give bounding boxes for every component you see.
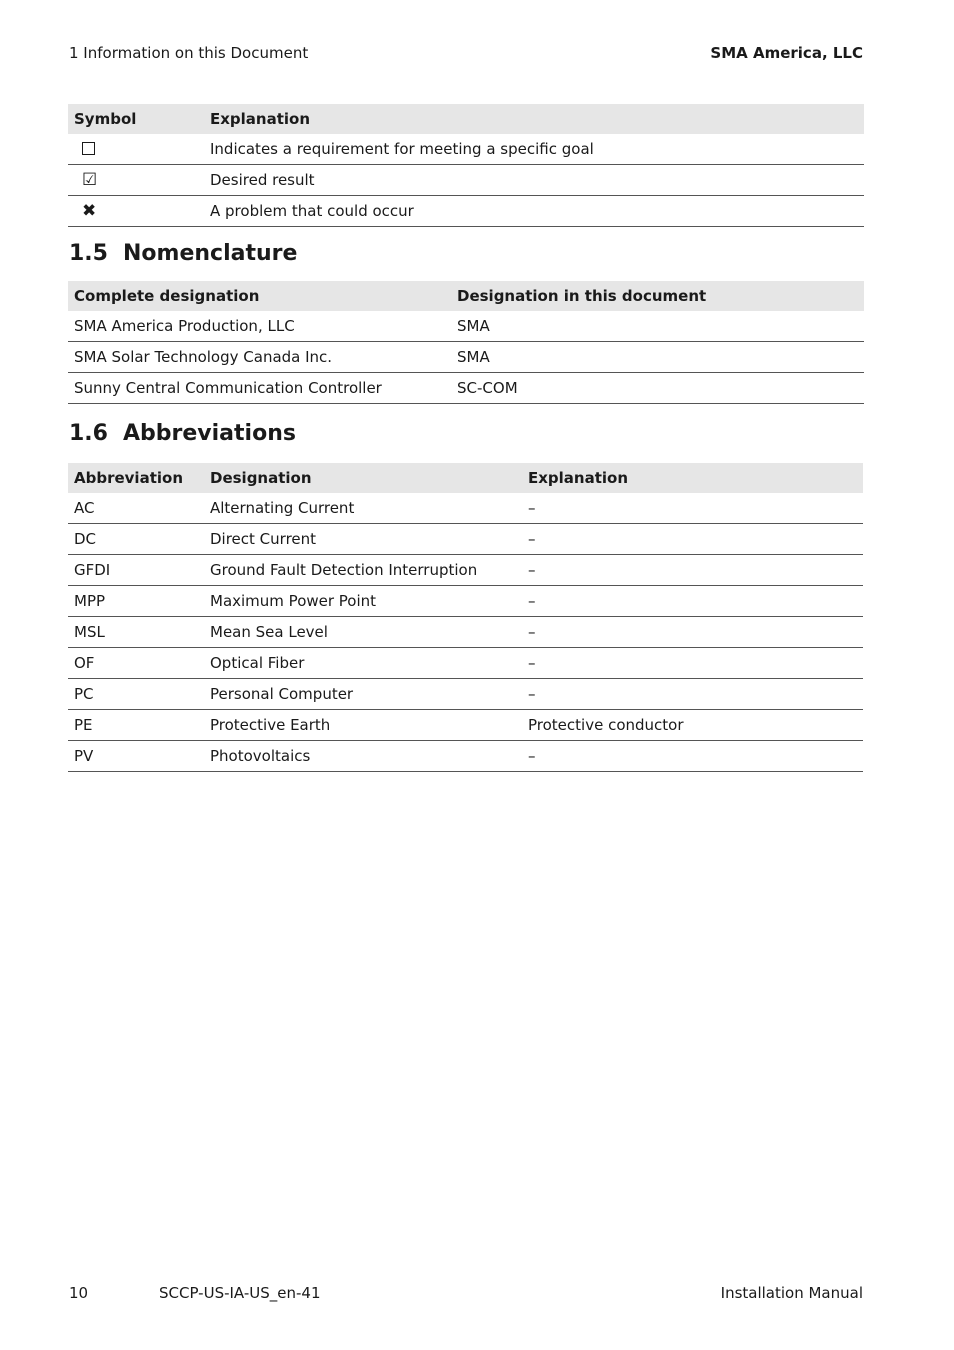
checkbox-empty-icon [82,142,95,155]
table-row [68,710,863,741]
section-title: Abbreviations [123,421,296,446]
page-number: 10 [69,1284,89,1302]
table-row [68,493,863,524]
running-header-chapter: 1 Information on this Document [69,44,309,62]
designation-cell: Ground Fault Detection Interruption [204,555,522,586]
table-row [68,741,863,772]
column-header: Symbol [68,104,204,134]
designation-cell: Direct Current [204,524,522,555]
running-header-company: SMA America, LLC [710,44,863,62]
abbreviation-cell: MPP [68,586,204,617]
section-heading-nomenclature [69,241,297,266]
column-header: Explanation [522,463,863,493]
complete-designation-cell: SMA Solar Technology Canada Inc. [68,342,451,373]
abbreviation-cell: MSL [68,617,204,648]
designation-cell: Maximum Power Point [204,586,522,617]
abbreviations-table [68,463,863,772]
abbreviation-cell: AC [68,493,204,524]
table-row [68,648,863,679]
table-row [68,311,864,342]
designation-cell: Alternating Current [204,493,522,524]
table-row [68,679,863,710]
table-row [68,342,864,373]
section-number: 1.6 [69,421,108,446]
explanation-cell: – [522,524,863,555]
column-header: Designation [204,463,522,493]
column-header: Explanation [204,104,864,134]
section-heading-abbreviations [69,421,296,446]
explanation-cell: – [522,493,863,524]
abbreviation-cell: PC [68,679,204,710]
section-number: 1.5 [69,241,108,266]
column-header: Abbreviation [68,463,204,493]
designation-cell: Personal Computer [204,679,522,710]
symbol-cell [68,134,204,165]
designation-cell: Photovoltaics [204,741,522,772]
symbols-table [68,104,864,227]
table-row [68,617,863,648]
designation-cell: Protective Earth [204,710,522,741]
column-header: Complete designation [68,281,451,311]
document-code: SCCP-US-IA-US_en-41 [159,1284,321,1302]
explanation-cell: Indicates a requirement for meeting a specific goal [204,134,864,165]
symbol-cell [68,165,204,196]
designation-cell: Mean Sea Level [204,617,522,648]
explanation-cell: – [522,679,863,710]
designation-cell: Optical Fiber [204,648,522,679]
abbreviation-cell: OF [68,648,204,679]
abbreviation-cell: PV [68,741,204,772]
section-title: Nomenclature [123,241,298,266]
table-row [68,134,864,165]
column-header: Designation in this document [451,281,864,311]
abbreviation-cell: GFDI [68,555,204,586]
checkbox-checked-icon: ☑ [82,170,98,190]
short-designation-cell: SC-COM [451,373,864,404]
explanation-cell: – [522,648,863,679]
table-row [68,524,863,555]
abbreviation-cell: DC [68,524,204,555]
complete-designation-cell: Sunny Central Communication Controller [68,373,451,404]
table-row [68,196,864,227]
explanation-cell: – [522,586,863,617]
short-designation-cell: SMA [451,342,864,373]
explanation-cell: – [522,741,863,772]
table-header-row [68,463,863,493]
table-row [68,165,864,196]
table-header-row [68,104,864,134]
explanation-cell: Protective conductor [522,710,863,741]
table-row [68,555,863,586]
explanation-cell: Desired result [204,165,864,196]
abbreviation-cell: PE [68,710,204,741]
document-title: Installation Manual [720,1284,863,1302]
short-designation-cell: SMA [451,311,864,342]
explanation-cell: A problem that could occur [204,196,864,227]
cross-icon: ✖ [82,201,97,221]
complete-designation-cell: SMA America Production, LLC [68,311,451,342]
symbol-cell [68,196,204,227]
table-row [68,373,864,404]
explanation-cell: – [522,617,863,648]
nomenclature-table [68,281,864,404]
table-row [68,586,863,617]
table-header-row [68,281,864,311]
explanation-cell: – [522,555,863,586]
